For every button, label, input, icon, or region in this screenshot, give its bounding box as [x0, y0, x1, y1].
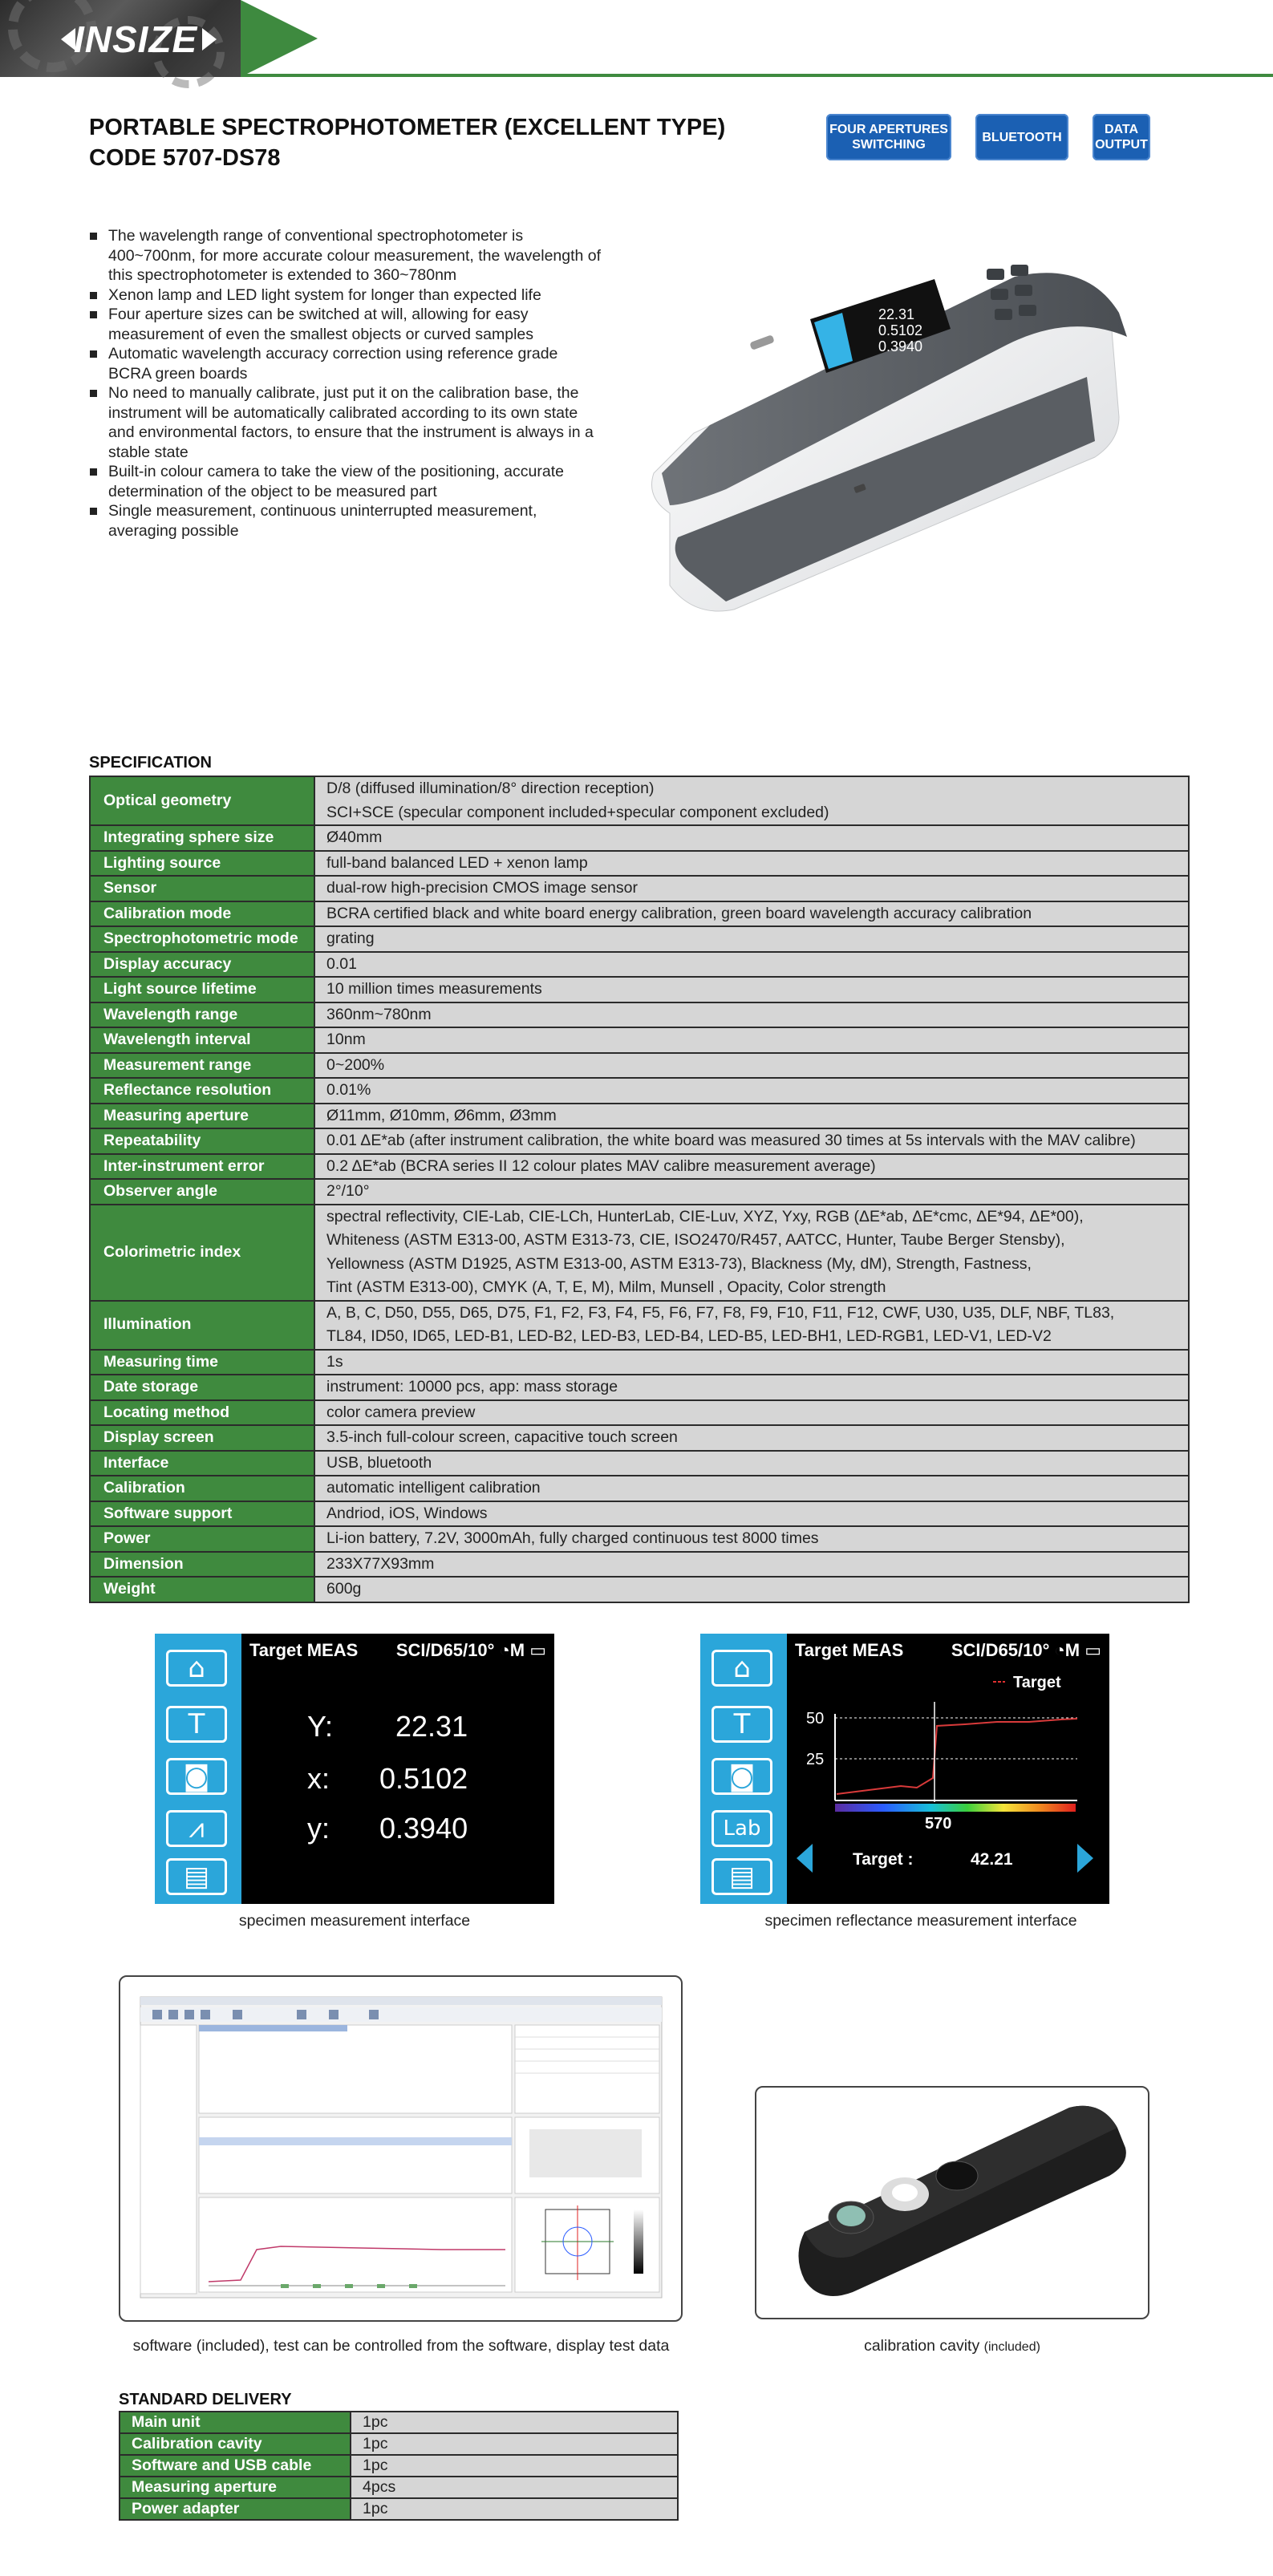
reading-value: 0.3940 [379, 1812, 468, 1845]
row-value: 1pc [351, 2412, 678, 2433]
table-row [90, 1451, 1189, 1476]
row-label: Locating method [90, 1400, 314, 1426]
table-row [90, 926, 1189, 952]
button-T: T [712, 1706, 772, 1743]
screen-sidebar [155, 1634, 241, 1904]
table-row [90, 1104, 1189, 1129]
list-item: No need to manually calibrate, just put it on the calibration base, the instrument will be automatically calibrated according to its own state and environmental factors, to ensure that the instrument is always in a stable state [89, 383, 602, 462]
row-label: Calibration [90, 1476, 314, 1501]
x-marker-label: 570 [925, 1815, 952, 1833]
device-screen-value-Y: 22.31 [878, 306, 915, 322]
software-screenshot-frame [119, 1975, 683, 2322]
row-label: Software and USB cable [120, 2455, 351, 2477]
delivery-title: STANDARD DELIVERY [119, 2391, 292, 2408]
row-label: Lighting source [90, 851, 314, 877]
table-row [90, 1002, 1189, 1028]
row-value: automatic intelligent calibration [314, 1476, 1189, 1501]
table-row [90, 1577, 1189, 1602]
table-row [90, 851, 1189, 877]
row-label: Power adapter [120, 2498, 351, 2520]
row-value: 1pc [351, 2455, 678, 2477]
table-row [90, 1552, 1189, 1578]
table-row [90, 1154, 1189, 1180]
table-row [90, 1301, 1189, 1350]
row-value: 1s [314, 1350, 1189, 1375]
row-value: Ø40mm [314, 825, 1189, 851]
table-row [90, 977, 1189, 1002]
reflectance-screen [700, 1634, 1109, 1904]
page-title [89, 112, 725, 173]
screen-sidebar [700, 1634, 787, 1904]
screen-mode: SCI/D65/10° ◔M ▭ [395, 1640, 546, 1660]
chart-icon: ⩘ [166, 1810, 227, 1847]
row-value: color camera preview [314, 1400, 1189, 1426]
row-label: Spectrophotometric mode [90, 926, 314, 952]
row-label: Calibration mode [90, 901, 314, 927]
feature-list [89, 226, 602, 541]
calibration-cavity-image [756, 2088, 1148, 2318]
row-value: instrument: 10000 pcs, app: mass storage [314, 1375, 1189, 1400]
list-item: Built-in colour camera to take the view of the positioning, accurate determination of the object to be measured part [89, 462, 602, 501]
banner-green-line [241, 74, 1273, 77]
table-row [120, 2433, 678, 2455]
calibration-cavity-frame [755, 2086, 1149, 2319]
row-value: A, B, C, D50, D55, D65, D75, F1, F2, F3, F4, F5, F6, F7, F8, F9, F10, F11, F12, CWF, U30, U35, DLF, NBF, TL83, TL84, ID50, ID65, LED-B1, LED-B2, LED-B3, LED-B4, LED-B5, LED-BH1, LED-RGB1, LED-V1, LED-V2 [314, 1301, 1189, 1350]
row-value: 0~200% [314, 1053, 1189, 1079]
table-row [120, 2455, 678, 2477]
table-row [90, 1027, 1189, 1053]
row-label: Optical geometry [90, 776, 314, 825]
row-value: 1pc [351, 2498, 678, 2520]
specification-title: SPECIFICATION [89, 754, 212, 772]
table-row [90, 1350, 1189, 1375]
measurement-screen [155, 1634, 554, 1904]
delivery-table [119, 2411, 679, 2521]
row-value: full-band balanced LED + xenon lamp [314, 851, 1189, 877]
row-label: Main unit [120, 2412, 351, 2433]
right-arrow-icon [1077, 1844, 1093, 1873]
row-value: Andriod, iOS, Windows [314, 1501, 1189, 1527]
row-value: BCRA certified black and white board energy calibration, green board wavelength accuracy calibration [314, 901, 1189, 927]
table-row [90, 1501, 1189, 1527]
target-footer-value: 42.21 [971, 1850, 1013, 1869]
reading-label: y: [307, 1812, 330, 1845]
row-value: grating [314, 926, 1189, 952]
screen-header [249, 1640, 546, 1661]
table-row [90, 1078, 1189, 1104]
camera-icon: ◙ [712, 1758, 772, 1795]
row-label: Wavelength interval [90, 1027, 314, 1053]
row-value: 0.01 [314, 952, 1189, 978]
left-arrow-icon [797, 1844, 813, 1873]
row-label: Dimension [90, 1552, 314, 1578]
table-row [120, 2477, 678, 2498]
list-item: Single measurement, continuous uninterrupted measurement, averaging possible [89, 501, 602, 541]
row-value: 1pc [351, 2433, 678, 2455]
calibration-caption-main: calibration cavity [864, 2337, 980, 2355]
table-row [90, 1375, 1189, 1400]
row-value: 10 million times measurements [314, 977, 1189, 1002]
row-value: Ø11mm, Ø10mm, Ø6mm, Ø3mm [314, 1104, 1189, 1129]
table-row [90, 1476, 1189, 1501]
banner-green-arrow [241, 0, 318, 77]
list-item: Automatic wavelength accuracy correction using reference grade BCRA green boards [89, 344, 602, 383]
device-screen-value-y: 0.3940 [878, 338, 923, 354]
camera-icon: ◙ [166, 1758, 227, 1795]
screen-title: Target MEAS [795, 1640, 904, 1660]
row-value: 233X77X93mm [314, 1552, 1189, 1578]
table-row [90, 1425, 1189, 1451]
screen2-caption: specimen reflectance measurement interface [764, 1912, 1077, 1930]
reading-value: 22.31 [395, 1710, 468, 1743]
row-label: Integrating sphere size [90, 825, 314, 851]
row-value: 2°/10° [314, 1179, 1189, 1205]
row-label: Display accuracy [90, 952, 314, 978]
table-row [120, 2498, 678, 2520]
home-icon: ⌂ [712, 1650, 772, 1687]
row-label: Observer angle [90, 1179, 314, 1205]
list-item: Xenon lamp and LED light system for longer than expected life [89, 286, 602, 306]
table-row [90, 776, 1189, 825]
table-row [90, 876, 1189, 901]
legend-target: Target [1013, 1674, 1061, 1691]
table-row [90, 901, 1189, 927]
row-value: 3.5-inch full-colour screen, capacitive touch screen [314, 1425, 1189, 1451]
row-label: Measurement range [90, 1053, 314, 1079]
row-value: spectral reflectivity, CIE-Lab, CIE-LCh, HunterLab, CIE-Luv, XYZ, Yxy, RGB (ΔE*ab, ΔE*cmc, ΔE*94, ΔE*00), Whiteness (ASTM E313-00, ASTM E313-73, CIE, ISO2470/R457, AATCC, Hunter, Taube Berger Stensby), Yellowness (ASTM D1925, ASTM E313-00, ASTM E313-73), Blackness (My, dM), Strength, Fastness, Tint (ASTM E313-00), CMYK (A, T, E, M), Milm, Munsell , Opacity, Color strength [314, 1205, 1189, 1301]
table-row [90, 1526, 1189, 1552]
row-label: Reflectance resolution [90, 1078, 314, 1104]
row-label: Colorimetric index [90, 1205, 314, 1301]
product-code: CODE 5707-DS78 [89, 145, 281, 171]
button-lab: Lab [712, 1810, 772, 1847]
row-value: USB, bluetooth [314, 1451, 1189, 1476]
home-icon: ⌂ [166, 1650, 227, 1687]
row-value: 0.2 ΔE*ab (BCRA series II 12 colour plates MAV calibre measurement average) [314, 1154, 1189, 1180]
badge-four-apertures: FOUR APERTURES SWITCHING [826, 114, 951, 160]
table-row [90, 1128, 1189, 1154]
row-value: 360nm~780nm [314, 1002, 1189, 1028]
specification-table [89, 776, 1190, 1603]
reading-label: x: [307, 1762, 330, 1795]
calibration-caption [755, 2337, 1149, 2355]
reflectance-graph [789, 1666, 1109, 1904]
row-value: 0.01% [314, 1078, 1189, 1104]
product-name: PORTABLE SPECTROPHOTOMETER (EXCELLENT TYPE) [89, 115, 726, 140]
table-row [120, 2412, 678, 2433]
row-label: Weight [90, 1577, 314, 1602]
row-label: Light source lifetime [90, 977, 314, 1002]
row-label: Measuring aperture [120, 2477, 351, 2498]
badge-bluetooth: BLUETOOTH [975, 114, 1068, 160]
logo-right-arrow-icon [202, 28, 217, 51]
screen-mode: SCI/D65/10° ◔M ▭ [951, 1640, 1101, 1660]
list-item: Four aperture sizes can be switched at will, allowing for easy measurement of even the smallest objects or curved samples [89, 305, 602, 344]
calibration-caption-note: (included) [983, 2340, 1040, 2354]
row-label: Repeatability [90, 1128, 314, 1154]
button-T: T [166, 1706, 227, 1743]
row-label: Illumination [90, 1301, 314, 1350]
reading-value: 0.5102 [379, 1762, 468, 1795]
row-label: Measuring aperture [90, 1104, 314, 1129]
row-label: Interface [90, 1451, 314, 1476]
software-caption: software (included), test can be controlled from the software, display test data [132, 2337, 670, 2355]
screen-title: Target MEAS [249, 1640, 359, 1660]
brand-logo: INSIZE [74, 18, 198, 60]
table-row [90, 1053, 1189, 1079]
row-label: Calibration cavity [120, 2433, 351, 2455]
reading-label: Y: [307, 1710, 334, 1743]
y-tick-label: 25 [806, 1751, 825, 1768]
device-screen-value-x: 0.5102 [878, 322, 923, 338]
header-banner [0, 0, 1273, 79]
table-row [90, 1179, 1189, 1205]
row-value: 0.01 ΔE*ab (after instrument calibration, the white board was measured 30 times at 5s intervals with the MAV calibre) [314, 1128, 1189, 1154]
row-label: Power [90, 1526, 314, 1552]
table-row [90, 825, 1189, 851]
badge-data-output: DATA OUTPUT [1093, 114, 1150, 160]
row-label: Date storage [90, 1375, 314, 1400]
row-value: 4pcs [351, 2477, 678, 2498]
row-label: Display screen [90, 1425, 314, 1451]
save-icon: ▤ [712, 1858, 772, 1895]
row-value: dual-row high-precision CMOS image sensor [314, 876, 1189, 901]
row-value: 10nm [314, 1027, 1189, 1053]
row-label: Software support [90, 1501, 314, 1527]
row-label: Inter-instrument error [90, 1154, 314, 1180]
screen-header [795, 1640, 1101, 1661]
table-row [90, 1205, 1189, 1301]
row-label: Measuring time [90, 1350, 314, 1375]
save-icon: ▤ [166, 1858, 227, 1895]
list-item: The wavelength range of conventional spectrophotometer is 400~700nm, for more accurate colour measurement, the wavelength of this spectrophotometer is extended to 360~780nm [89, 226, 602, 286]
spectrophotometer-device-image [638, 233, 1151, 618]
table-row [90, 952, 1189, 978]
row-label: Sensor [90, 876, 314, 901]
row-value: D/8 (diffused illumination/8° direction reception) SCI+SCE (specular component included+specular component excluded) [314, 776, 1189, 825]
row-label: Wavelength range [90, 1002, 314, 1028]
row-value: 600g [314, 1577, 1189, 1602]
row-value: Li-ion battery, 7.2V, 3000mAh, fully charged continuous test 8000 times [314, 1526, 1189, 1552]
screen1-caption: specimen measurement interface [238, 1912, 471, 1930]
y-tick-label: 50 [806, 1710, 825, 1727]
software-screenshot [120, 1977, 681, 2320]
target-footer-label: Target : [853, 1850, 914, 1869]
table-row [90, 1400, 1189, 1426]
